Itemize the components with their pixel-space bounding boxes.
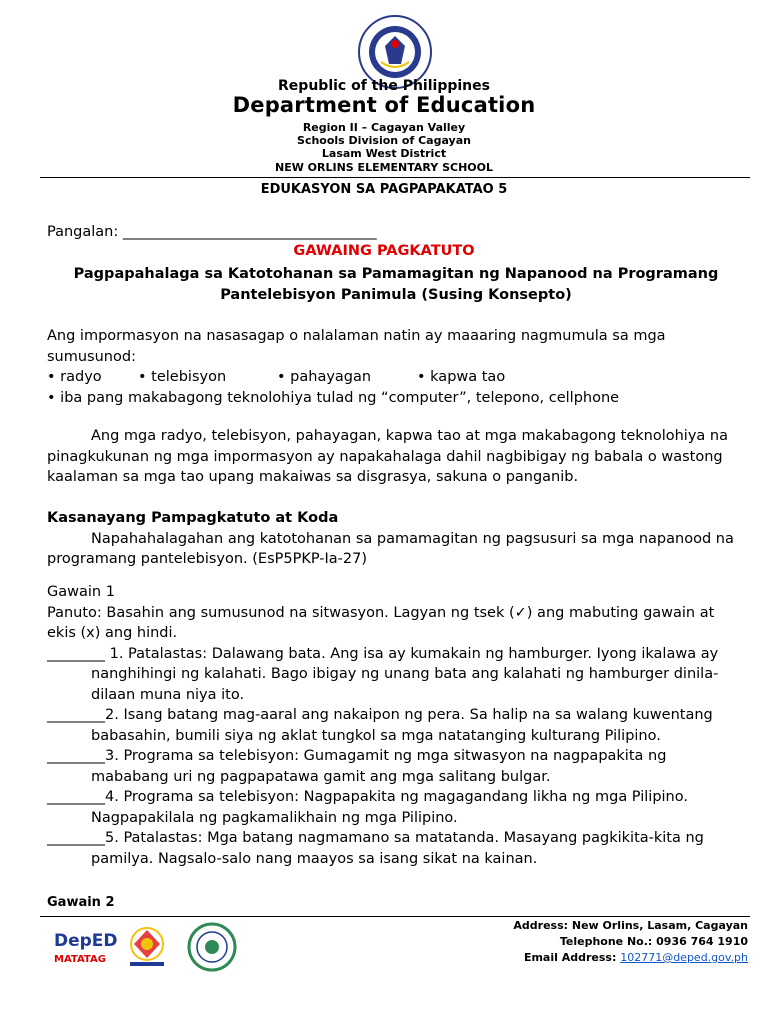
deped-logo-text: DepED	[54, 931, 118, 951]
intro-text: Ang impormasyon na nasasagap o nalalaman natin ay maaaring nagmumula sa mga sumusunod:	[47, 328, 666, 365]
competency-text: Napahahalagahan ang katotohanan sa pamamagitan ng pagsusuri sa mga napanood na programang pantelebisyon. (EsP5PKP-Ia-27)	[47, 530, 734, 567]
division-line: Schools Division of Cagayan	[297, 134, 471, 147]
gawain1-section	[47, 582, 747, 869]
matatag-logo-text: MATATAG	[54, 954, 106, 965]
gawain1-item: ________3. Programa sa telebisyon: Gumagamit ng mga sitwasyon na nagpapakita ng mababang uri ng pagpapatawa gamit ang mga salitang bulgar.	[47, 748, 667, 785]
footer-divider	[40, 916, 750, 917]
school-seal-icon	[189, 924, 235, 970]
bagong-pilipinas-logo-icon	[130, 928, 164, 966]
subject-title: EDUKASYON SA PAGPAPAKATAO 5	[260, 182, 508, 197]
gawain1-heading: Gawain 1	[47, 584, 115, 600]
source-bullets	[47, 367, 747, 408]
email-line	[513, 950, 748, 966]
competency-heading: Kasanayang Pampagkatuto at Koda	[47, 510, 339, 526]
bullet-item: • kapwa tao	[417, 369, 506, 385]
address-line: Address: New Orlins, Lasam, Cagayan	[513, 919, 748, 932]
header-divider	[40, 177, 750, 178]
district-line: Lasam West District	[321, 147, 447, 160]
gawain1-instructions: Panuto: Basahin ang sumusunod na sitwasyon. Lagyan ng tsek (✓) ang mabuting gawain at ekis (x) ang hindi.	[47, 604, 715, 641]
gawain1-item: ________5. Patalastas: Mga batang nagmamano sa matatanda. Masayang pagkikita-kita ng pamilya. Nagsalo-salo nang maayos sa isang sikat na kainan.	[47, 830, 704, 867]
lesson-title: Pagpapahalaga sa Katotohanan sa Pamamagitan ng Napanood na Programang Pantelebisyon Panimula (Susing Konsepto)	[73, 266, 719, 303]
email-label: Email Address:	[523, 951, 621, 964]
bullet-item: • telebisyon	[138, 369, 227, 385]
contact-block	[513, 918, 748, 966]
bullet-row-1	[47, 367, 747, 388]
gawain1-item: ________2. Isang batang mag-aaral ang nakaipon ng pera. Sa halip na sa walang kuwentang babasahin, bumili siya ng aklat tungkol sa mga natatanging kulturang Pilipino.	[47, 707, 713, 744]
gawain1-item: ________4. Programa sa telebisyon: Nagpapakita ng magagandang likha ng mga Pilipino. Nagpapakilala ng pagkamalikhain ng mga Pilipino.	[47, 789, 688, 826]
deped-matatag-logo-icon	[54, 931, 118, 965]
name-field: Pangalan: ___________________________________	[47, 224, 377, 240]
bullet-item: • iba pang makabagong teknolohiya tulad ng “computer”, telepono, cellphone	[47, 389, 620, 406]
concept-paragraph: Ang mga radyo, telebisyon, pahayagan, kapwa tao at mga makabagong teknolohiya na pinagkukunan ng mga impormasyon ay napakahalaga dahil nagbibigay ng babala o wastong kaalaman sa mga tao upang makaiwas sa disgrasya, sakuna o panganib.	[47, 428, 728, 485]
competency-section	[47, 508, 747, 570]
bullet-item: • radyo	[47, 369, 102, 385]
school-name: NEW ORLINS ELEMENTARY SCHOOL	[274, 161, 493, 174]
email-link[interactable]: 102771@deped.gov.ph	[620, 951, 748, 964]
footer-logos	[52, 922, 242, 972]
bullet-row-2	[47, 388, 747, 409]
republic-line: Republic of the Philippines	[278, 78, 490, 94]
gawain2-heading: Gawain 2	[47, 895, 115, 910]
department-title: Department of Education	[232, 93, 536, 117]
gawain1-item: ________ 1. Patalastas: Dalawang bata. Ang isa ay kumakain ng hamburger. Iyong ikalawa ay nanghihingi ng kalahati. Bago ibigay ng unang bata ang kalahati ng hamburger dinila-dilaan muna niya ito.	[47, 645, 719, 703]
telephone-line: Telephone No.: 0936 764 1910	[559, 935, 748, 948]
bullet-item: • pahayagan	[277, 369, 372, 385]
region-line: Region II – Cagayan Valley	[302, 121, 466, 134]
activity-label: GAWAING PAGKATUTO	[293, 243, 475, 259]
